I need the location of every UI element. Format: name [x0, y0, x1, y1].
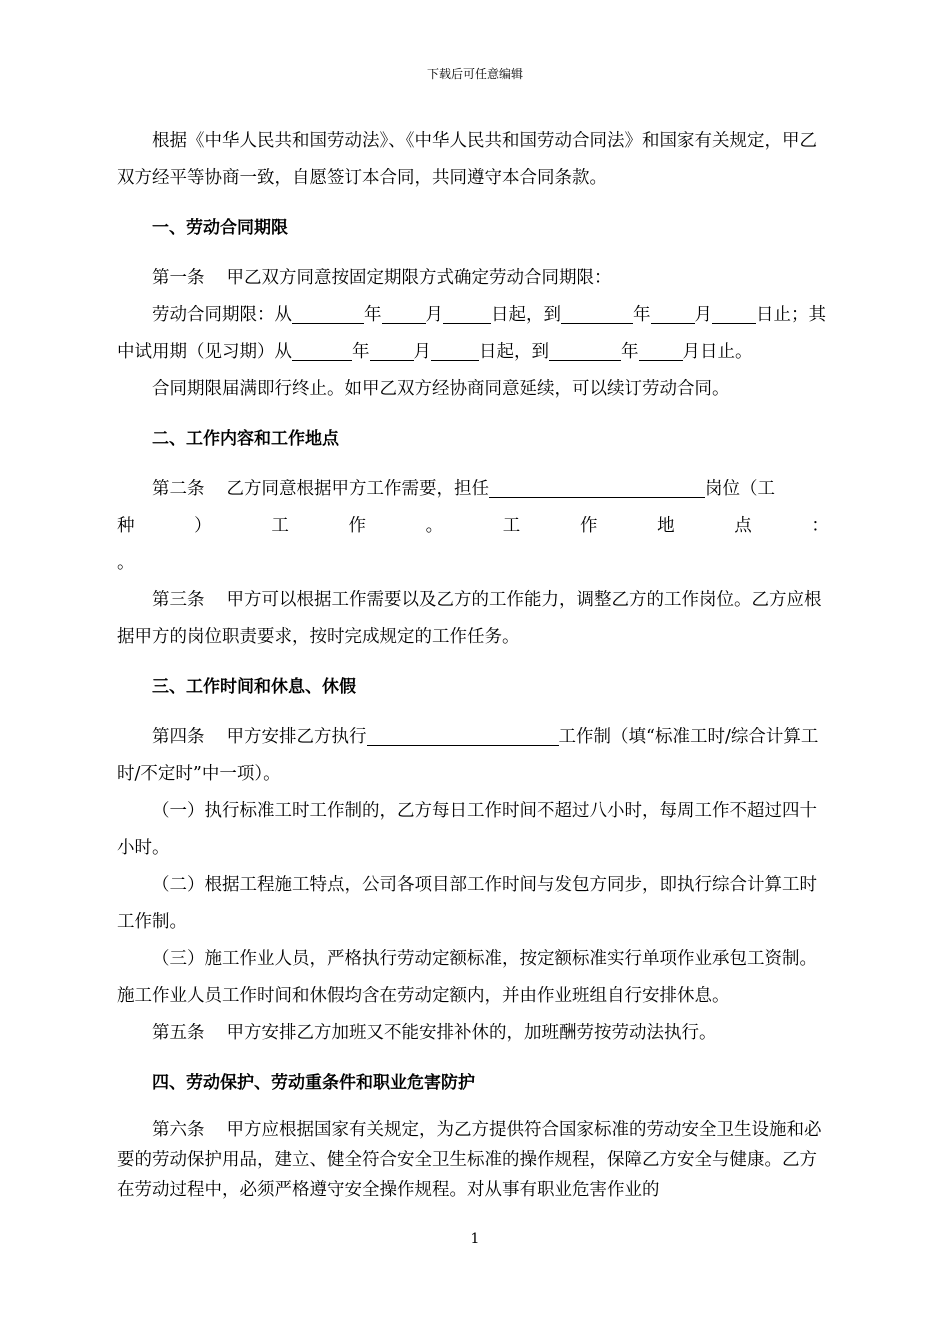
article-2-spaced-line	[117, 508, 829, 545]
article-2-paragraph	[117, 471, 829, 508]
article-2-line-end: 。	[117, 553, 135, 573]
spaced-char: 点	[734, 516, 752, 536]
header-note: 下载后可任意编辑	[426, 67, 523, 81]
work-hours-system-blank[interactable]	[367, 723, 559, 746]
section-4-heading: 四、劳动保护、劳动重条件和职业危害防护	[152, 1073, 475, 1093]
article-3-label: 第三条	[152, 590, 205, 610]
term-end-day-blank[interactable]	[712, 301, 756, 324]
month-label: 月	[694, 305, 712, 325]
spaced-char: 工	[502, 516, 521, 536]
term-start-month-blank[interactable]	[382, 301, 426, 324]
trial-end-month-blank[interactable]	[639, 338, 683, 361]
article-5-paragraph	[117, 1015, 829, 1052]
article-1-label: 第一条	[152, 268, 205, 288]
article-4-text-after: 工作制（填“标准工时/综合计算工时/不定时”中一项）。	[117, 727, 819, 784]
spaced-char: 工	[271, 516, 289, 536]
article-2-text: 乙方同意根据甲方工作需要，担任	[226, 479, 489, 499]
article-4-text: 甲方安排乙方执行	[226, 727, 367, 747]
term-end-month-blank[interactable]	[651, 301, 695, 324]
article-2-label: 第二条	[152, 479, 205, 499]
article-4-item-3: （三）施工作业人员，严格执行劳动定额标准，按定额标准实行单项作业承包工资制。施工作业人员工作时间和休假均含在劳动定额内，并由作业班组自行安排休息。	[117, 949, 817, 1006]
article-1-text: 甲乙双方同意按固定期限方式确定劳动合同期限：	[226, 268, 612, 288]
trial-end-year-blank[interactable]	[549, 338, 621, 361]
section-1-heading: 一、劳动合同期限	[152, 218, 288, 238]
article-6-paragraph	[117, 1115, 829, 1205]
page-number: 1	[470, 1231, 480, 1247]
spaced-char: 作	[579, 516, 598, 536]
article-6-text: 甲方应根据国家有关规定，为乙方提供符合国家标准的劳动安全卫生设施和必要的劳动保护用品，建立、健全符合安全卫生标准的操作规程，保障乙方安全与健康。乙方在劳动过程中，必须严格遵守安全操作规程。对从事有职业危害作业的	[117, 1120, 822, 1200]
trial-start-day-blank[interactable]	[431, 338, 479, 361]
spaced-char: 作	[348, 516, 366, 536]
article-2-text-after: 岗位（工	[705, 479, 775, 499]
trial-start-year-blank[interactable]	[292, 338, 352, 361]
trial-prefix: 止；其中试用期（见习期）从	[117, 305, 826, 362]
article-4-label: 第四条	[152, 727, 205, 747]
term-prefix: 劳动合同期限：从	[152, 305, 292, 325]
contract-expiry-paragraph: 合同期限届满即行终止。如甲乙双方经协商同意延续，可以续订劳动合同。	[152, 379, 730, 399]
year-label: 年	[364, 305, 382, 325]
spaced-char: 种	[117, 516, 135, 536]
position-blank[interactable]	[489, 475, 705, 498]
month-label: 月	[413, 342, 431, 362]
month-label: 月	[425, 305, 443, 325]
spaced-char: 。	[425, 516, 444, 536]
article-1-paragraph	[117, 260, 829, 297]
article-5-label: 第五条	[152, 1023, 205, 1043]
term-start-day-blank[interactable]	[443, 301, 491, 324]
term-start-year-blank[interactable]	[292, 301, 364, 324]
article-6-label: 第六条	[152, 1120, 205, 1140]
section-2-heading: 二、工作内容和工作地点	[152, 429, 339, 449]
spaced-char: ：	[811, 516, 829, 536]
article-3-text: 甲方可以根据工作需要以及乙方的工作能力，调整乙方的工作岗位。乙方应根据甲方的岗位职责要求，按时完成规定的工作任务。	[117, 590, 822, 647]
spaced-char: ）	[194, 516, 212, 536]
article-3-paragraph	[117, 582, 829, 656]
month-label: 月	[682, 342, 700, 362]
trial-start-month-blank[interactable]	[370, 338, 414, 361]
article-4-paragraph	[117, 719, 829, 793]
preamble-paragraph: 根据《中华人民共和国劳动法》、《中华人民共和国劳动合同法》和国家有关规定，甲乙双方经平等协商一致，自愿签订本合同，共同遵守本合同条款。	[117, 131, 817, 188]
contract-term-paragraph	[117, 297, 829, 371]
trial-end-label: 日止。	[700, 342, 753, 362]
section-3-heading: 三、工作时间和休息、休假	[152, 677, 356, 697]
article-4-item-2: （二）根据工程施工特点，公司各项目部工作时间与发包方同步，即执行综合计算工时工作制。	[117, 875, 817, 932]
article-5-text: 甲方安排乙方加班又不能安排补休的，加班酬劳按劳动法执行。	[226, 1023, 717, 1043]
spaced-char: 地	[657, 516, 675, 536]
article-4-item-1: （一）执行标准工时工作制的，乙方每日工作时间不超过八小时，每周工作不超过四十小时。	[117, 801, 817, 858]
year-label: 年	[352, 342, 370, 362]
year-label: 年	[633, 305, 651, 325]
day-from-label: 日起，到	[491, 305, 561, 325]
term-end-year-blank[interactable]	[561, 301, 633, 324]
year-label: 年	[621, 342, 639, 362]
day-from-label: 日起，到	[479, 342, 549, 362]
day-end-label: 日	[756, 305, 774, 325]
document-body	[117, 123, 829, 1205]
